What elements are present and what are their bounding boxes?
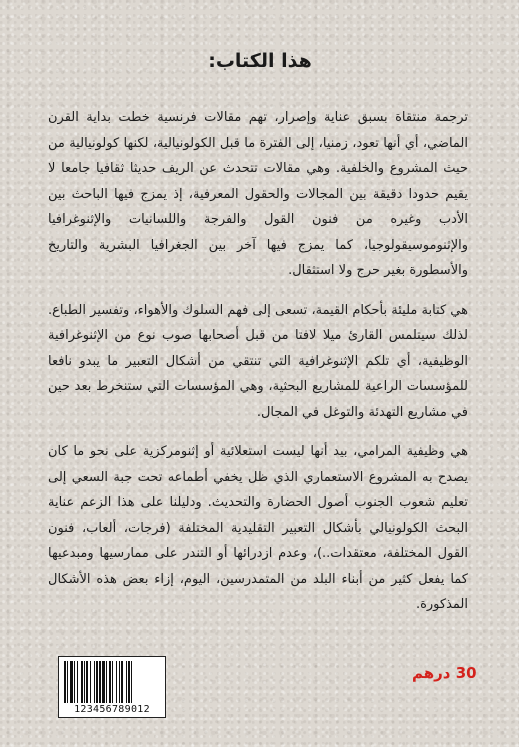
- barcode-bar: [70, 661, 73, 703]
- barcode-bar: [116, 661, 117, 703]
- barcode-bar: [126, 661, 127, 703]
- barcode-bar: [90, 661, 91, 703]
- barcode-bar: [109, 661, 111, 703]
- barcode-bar: [106, 661, 107, 703]
- barcode-bar: [131, 661, 132, 703]
- barcode: [58, 656, 166, 718]
- barcode-bar: [67, 661, 68, 703]
- book-description: [48, 105, 468, 632]
- barcode-bar: [119, 661, 120, 703]
- price-label: 30 درهم: [412, 664, 477, 682]
- barcode-bar: [121, 661, 123, 703]
- section-heading: هذا الكتاب:: [208, 50, 312, 72]
- barcode-bar: [96, 661, 98, 703]
- barcode-bar: [64, 661, 66, 703]
- barcode-bar: [77, 661, 78, 703]
- description-paragraph-3: هي وظيفية المرامي، بيد أنها ليست استعلائية أو إثنومركزية على نحو ما كان يصدح به المشروع الاستعماري الذي ظل يخفي أطماعه تحت جبة السعي إلى تعليم شعوب الجنوب أصول الحضارة والتحديث. ودليلنا على هذا الزعم عناية البحث الكولونيالي بأشكال التعبير التقليدية المختلفة (فرجات، ألعاب، فنون القول المختلفة، معتقدات..)، وعدم ازدرائها أو التندر على ممارسيها ومبدعيها كما يفعل كثير من أبناء البلد من المتمدرسين، اليوم، إزاء بعض هذه الأشكال المذكورة.: [48, 444, 468, 612]
- barcode-bar: [74, 661, 75, 703]
- barcode-number: 123456789012: [74, 704, 150, 715]
- description-paragraph-1: ترجمة منتقاة بسبق عناية وإصرار، تهم مقالات فرنسية خطت بداية القرن الماضي، أي أنها تعود، زمنيا، إلى الفترة ما قبل الكولونيالية، لكنها كولونيالية من حيث المشروع والخلفية. وهي مقالات تتحدث عن الريف حديثا ثقافيا جامعا لا يقيم حدودا دقيقة بين المجالات والحقول المعرفية، إذ يمزج فيها الباحث بين الأدب وغيره من فنون القول والفرجة واللسانيات والإثنوغرافيا والإثنوموسيقولوجيا، كما يمزج فيها آخر بين الجغرافيا البشرية والتاريخ والأسطورة بغير حرج ولا استثقال.: [48, 110, 468, 278]
- barcode-bar: [86, 661, 88, 703]
- barcode-bar: [81, 661, 83, 703]
- barcode-bars: [64, 661, 162, 703]
- barcode-bar: [102, 661, 105, 703]
- barcode-bar: [112, 661, 113, 703]
- barcode-bar: [128, 661, 130, 703]
- barcode-bar: [99, 661, 101, 703]
- barcode-bar: [84, 661, 85, 703]
- description-paragraph-2: هي كتابة مليئة بأحكام القيمة، تسعى إلى فهم السلوك والأهواء، وتفسير الطباع. لذلك سيتلمس القارئ ميلا لافتا من قبل أصحابها صوب نوع من الإثنوغرافية الوظيفية، أي تلكم الإثنوغرافية التي تنتقي من أشكال التعبير ما يبدو نافعا للمؤسسات الراعية للمشاريع البحثية، وهي المؤسسات التي ستنخرط بعد حين في مشاريع التهدئة والتوغل في المجال.: [48, 302, 468, 420]
- barcode-bar: [94, 661, 95, 703]
